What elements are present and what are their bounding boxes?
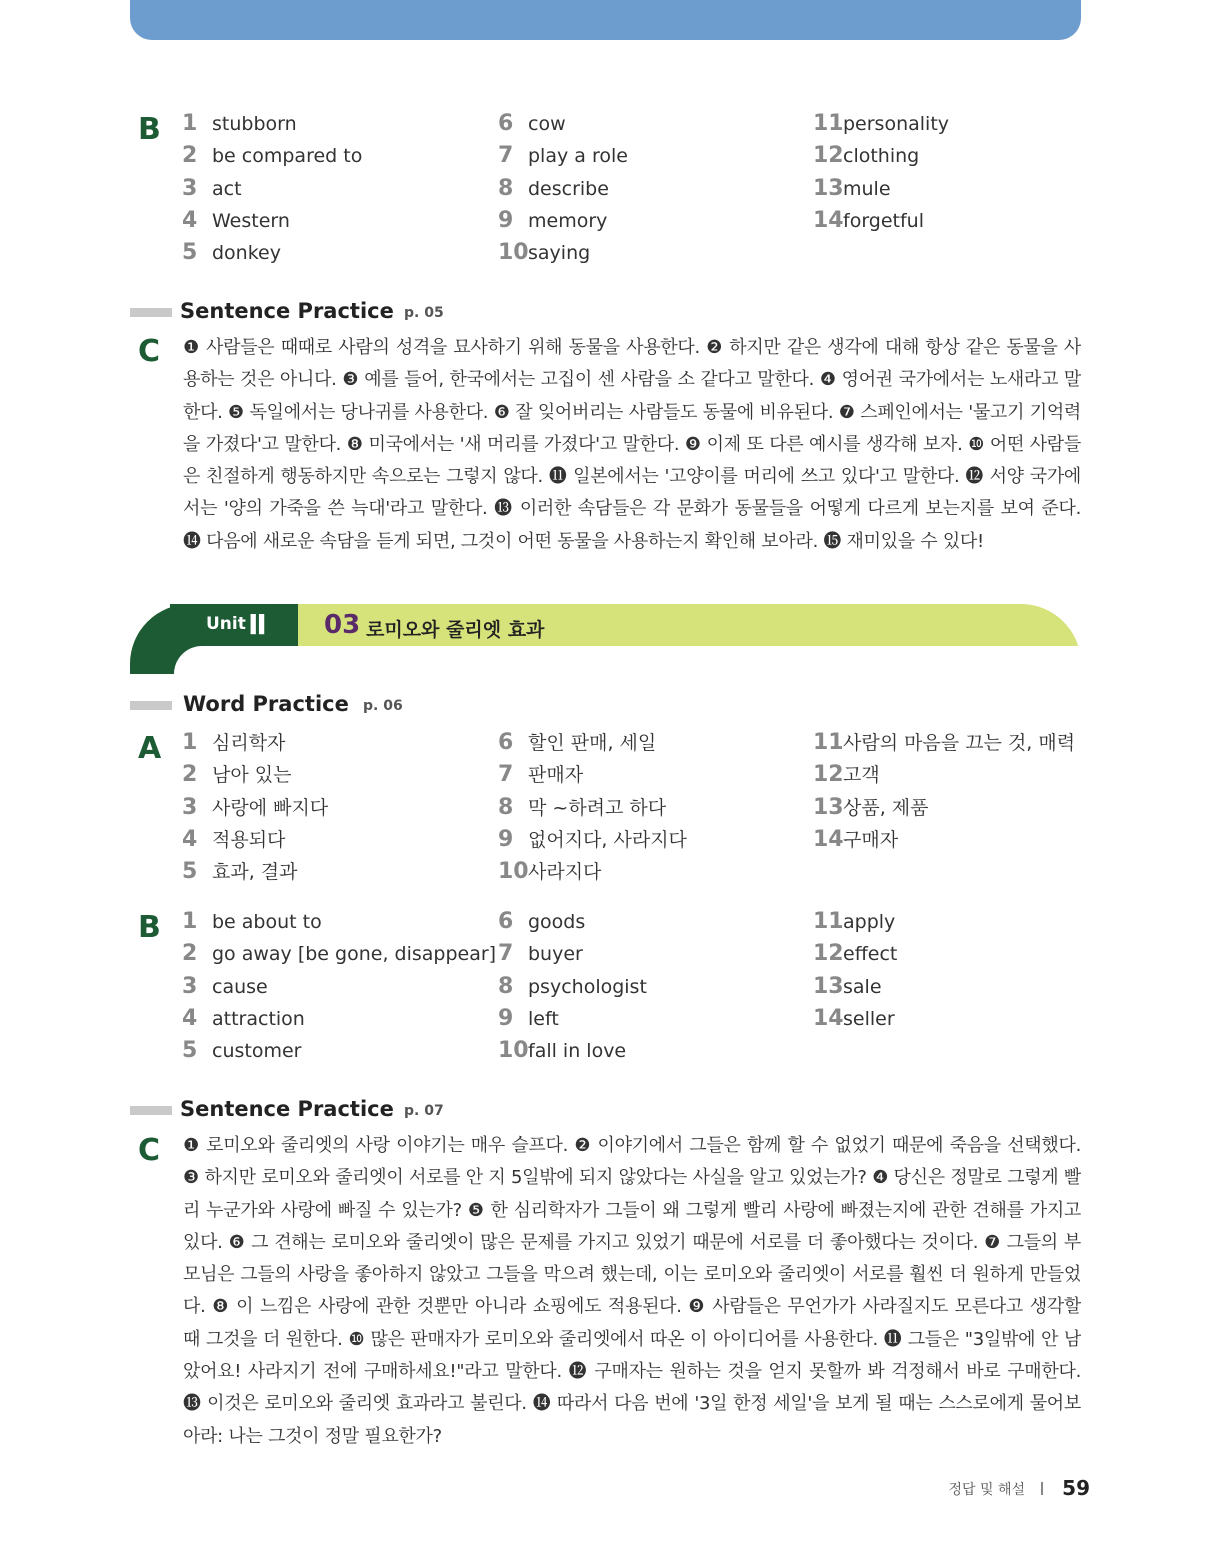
word-item <box>182 241 281 265</box>
word-item <box>182 209 290 233</box>
item-number: 2 <box>182 762 198 788</box>
word-item <box>182 975 268 999</box>
word-item <box>813 144 919 168</box>
section-b-list-1 <box>130 112 1081 277</box>
item-number: 1 <box>182 909 198 934</box>
item-number: 4 <box>182 1005 198 1031</box>
unit-roman-numeral: II <box>248 608 265 641</box>
item-text: be compared to <box>212 145 363 168</box>
item-number: 1 <box>182 111 198 136</box>
item-text: effect <box>843 943 898 966</box>
item-number: 5 <box>182 240 198 266</box>
word-item <box>498 910 585 934</box>
word-item <box>813 828 898 852</box>
word-item <box>498 241 590 265</box>
word-item <box>182 731 285 755</box>
item-number: 14 <box>813 1005 844 1031</box>
item-number: 7 <box>498 143 514 169</box>
lesson-title: 로미오와 줄리엣 효과 <box>366 619 545 641</box>
top-banner <box>130 0 1081 40</box>
item-number: 5 <box>182 859 198 885</box>
item-number: 7 <box>498 762 514 788</box>
item-number: 13 <box>813 973 844 999</box>
word-item <box>182 796 328 820</box>
item-text: 효과, 결과 <box>212 861 298 884</box>
page-ref: p. 06 <box>363 698 403 714</box>
page-number: 59 <box>1062 1476 1090 1500</box>
item-number: 8 <box>498 175 514 201</box>
word-item <box>498 1039 626 1063</box>
item-number: 10 <box>498 1038 529 1064</box>
item-number: 14 <box>813 826 844 852</box>
item-text: mule <box>843 177 891 200</box>
item-text: stubborn <box>212 113 297 135</box>
item-number: 8 <box>498 973 514 999</box>
word-item <box>813 910 895 934</box>
item-text: psychologist <box>528 975 647 998</box>
item-text: forgetful <box>843 209 925 232</box>
item-number: 9 <box>498 826 514 852</box>
banner-curve <box>174 646 1081 674</box>
section-b-list-2 <box>130 910 1081 1075</box>
item-text: attraction <box>212 1007 305 1030</box>
section-title: Sentence Practice <box>180 1097 394 1121</box>
item-text: Western <box>212 209 290 232</box>
word-item <box>813 112 949 136</box>
item-text: go away [be gone, disappear] <box>212 943 497 966</box>
item-number: 3 <box>182 973 198 999</box>
item-text: saying <box>528 242 591 265</box>
item-text: 사라지다 <box>528 861 602 884</box>
item-text: donkey <box>212 242 281 265</box>
item-text: 사람의 마음을 끄는 것, 매력 <box>843 732 1076 754</box>
word-item <box>182 177 242 201</box>
exercise-letter-a: A <box>138 731 162 766</box>
item-text: apply <box>843 911 896 933</box>
item-number: 12 <box>813 143 844 169</box>
item-number: 6 <box>498 909 514 934</box>
word-item <box>498 112 566 136</box>
item-text: sale <box>843 975 882 998</box>
exercise-letter-b: B <box>138 910 161 945</box>
item-number: 11 <box>813 111 844 136</box>
item-number: 11 <box>813 730 844 755</box>
item-text: 상품, 제품 <box>843 796 929 819</box>
item-text: 남아 있는 <box>212 764 292 787</box>
lesson-number: 03 <box>324 610 361 640</box>
word-item <box>498 942 583 966</box>
word-item <box>182 860 298 884</box>
word-item <box>498 796 666 820</box>
item-text: cause <box>212 975 268 998</box>
item-number: 8 <box>498 794 514 820</box>
item-text: 구매자 <box>843 828 899 851</box>
page-footer <box>930 1476 1090 1500</box>
word-item <box>498 177 609 201</box>
item-text: 할인 판매, 세일 <box>528 732 657 754</box>
item-number: 1 <box>182 730 198 755</box>
item-number: 13 <box>813 794 844 820</box>
word-item <box>498 731 656 755</box>
item-number: 10 <box>498 240 529 266</box>
item-text: 사랑에 빠지다 <box>212 796 329 819</box>
item-text: 고객 <box>843 764 880 787</box>
page-ref: p. 05 <box>404 305 444 321</box>
exercise-letter-c: C <box>138 1133 161 1168</box>
item-number: 4 <box>182 826 198 852</box>
section-title: Sentence Practice <box>180 299 394 323</box>
item-number: 14 <box>813 207 844 233</box>
word-item <box>813 731 1075 755</box>
item-number: 3 <box>182 175 198 201</box>
item-text: 없어지다, 사라지다 <box>528 828 687 851</box>
item-text: memory <box>528 209 608 232</box>
heading-bar <box>130 308 172 317</box>
item-number: 7 <box>498 941 514 967</box>
word-item <box>182 1039 301 1063</box>
word-item <box>182 112 297 136</box>
section-a-list <box>130 731 1081 896</box>
word-item <box>498 860 601 884</box>
item-text: seller <box>843 1007 895 1030</box>
item-number: 12 <box>813 762 844 788</box>
item-text: play a role <box>528 145 628 168</box>
heading-bar <box>130 1106 172 1115</box>
word-item <box>182 763 291 787</box>
item-text: 적용되다 <box>212 828 286 851</box>
word-item <box>498 828 687 852</box>
item-number: 2 <box>182 143 198 169</box>
word-item <box>813 796 929 820</box>
item-text: customer <box>212 1040 302 1063</box>
word-item <box>813 177 891 201</box>
heading-bar <box>130 701 172 710</box>
item-text: 막 ~하려고 하다 <box>528 796 667 819</box>
item-number: 5 <box>182 1038 198 1064</box>
word-item <box>182 1007 305 1031</box>
item-text: cow <box>528 113 566 135</box>
item-number: 2 <box>182 941 198 967</box>
footer-label: 정답 및 해설 <box>948 1482 1025 1498</box>
item-number: 3 <box>182 794 198 820</box>
word-item <box>182 144 362 168</box>
word-item <box>498 1007 559 1031</box>
item-number: 12 <box>813 941 844 967</box>
translation-paragraph: ❶ 로미오와 줄리엣의 사랑 이야기는 매우 슬프다. ❷ 이야기에서 그들은 함께 할 수 없었기 때문에 죽음을 선택했다. ❸ 하지만 로미오와 줄리엣이 서로를 안 지 5일밖에 되지 않았다는 사실을 알고 있었는가? ❹ 당신은 정말로 그렇게 빨리 누군가와 사랑에 빠질 수 있는가? ❺ 한 심리학자가 그들이 왜 그렇게 빨리 사랑에 빠졌는지에 관한 견해를 가지고 있다. ❻ 그 견해는 로미오와 줄리엣이 많은 문제를 가지고 있었기 때문에 서로를 더 좋아했다는 것이다. ❼ 그들의 부모님은 그들의 사랑을 좋아하지 않았고 그들을 막으려 했는데, 이는 로미오와 줄리엣이 서로를 훨씬 더 원하게 만들었다. ❽ 이 느낌은 사랑에 관한 것뿐만 아니라 쇼핑에도 적용된다. ❾ 사람들은 무언가가 사라질지도 모른다고 생각할 때 그것을 더 원한다. ❿ 많은 판매자가 로미오와 줄리엣에서 따온 이 아이디어를 사용한다. ⓫ 그들은 "3일밖에 안 남았어요! 사라지기 전에 구매하세요!"라고 말한다. ⓬ 구매자는 원하는 것을 얻지 못할까 봐 걱정해서 바로 구매한다. ⓭ 이것은 로미오와 줄리엣 효과라고 불린다. ⓮ 따라서 다음 번에 '3일 한정 세일'을 보게 될 때는 스스로에게 물어보아라: 나는 그것이 정말 필요한가? <box>183 1135 1081 1447</box>
item-text: act <box>212 177 242 200</box>
section-title: Word Practice <box>183 692 349 716</box>
item-number: 10 <box>498 859 529 885</box>
unit-label: Unit <box>206 614 246 634</box>
word-item <box>498 209 607 233</box>
word-item <box>498 763 583 787</box>
exercise-letter-b: B <box>138 112 161 147</box>
unit-banner <box>130 604 1081 674</box>
page-ref: p. 07 <box>404 1103 444 1119</box>
footer-separator <box>1041 1482 1043 1495</box>
item-text: describe <box>528 177 609 200</box>
item-text: 심리학자 <box>212 732 286 754</box>
word-item <box>182 828 285 852</box>
item-text: goods <box>528 911 586 933</box>
item-number: 11 <box>813 909 844 934</box>
word-item <box>813 763 880 787</box>
item-text: 판매자 <box>528 764 584 787</box>
word-item <box>498 975 647 999</box>
exercise-letter-c: C <box>138 334 161 369</box>
item-number: 4 <box>182 207 198 233</box>
item-text: buyer <box>528 943 583 966</box>
item-number: 6 <box>498 730 514 755</box>
item-number: 13 <box>813 175 844 201</box>
word-item <box>813 209 924 233</box>
word-item <box>182 942 496 966</box>
item-text: left <box>528 1007 559 1030</box>
item-text: be about to <box>212 911 322 933</box>
item-number: 6 <box>498 111 514 136</box>
translation-paragraph: ❶ 사람들은 때때로 사람의 성격을 묘사하기 위해 동물을 사용한다. ❷ 하지만 같은 생각에 대해 항상 같은 동물을 사용하는 것은 아니다. ❸ 예를 들어, 한국에서는 고집이 센 사람을 소 같다고 말한다. ❹ 영어권 국가에서는 노새라고 말한다. ❺ 독일에서는 당나귀를 사용한다. ❻ 잘 잊어버리는 사람들도 동물에 비유된다. ❼ 스페인에서는 '물고기 기억력을 가졌다'고 말한다. ❽ 미국에서는 '새 머리를 가졌다'고 말한다. ❾ 이제 또 다른 예시를 생각해 보자. ❿ 어떤 사람들은 친절하게 행동하지만 속으로는 그렇지 않다. ⓫ 일본에서는 '고양이를 머리에 쓰고 있다'고 말한다. ⓬ 서양 국가에서는 '양의 가죽을 쓴 늑대'라고 말한다. ⓭ 이러한 속담들은 각 문화가 동물들을 어떻게 다르게 보는지를 보여 준다. ⓮ 다음에 새로운 속담을 듣게 되면, 그것이 어떤 동물을 사용하는지 확인해 보아라. ⓯ 재미있을 수 있다! <box>183 337 1081 552</box>
word-item <box>813 975 882 999</box>
item-text: clothing <box>843 145 920 168</box>
item-text: personality <box>843 113 950 135</box>
item-text: fall in love <box>528 1040 627 1063</box>
word-item <box>813 1007 895 1031</box>
word-item <box>813 942 897 966</box>
word-item <box>498 144 628 168</box>
item-number: 9 <box>498 207 514 233</box>
item-number: 9 <box>498 1005 514 1031</box>
word-item <box>182 910 322 934</box>
